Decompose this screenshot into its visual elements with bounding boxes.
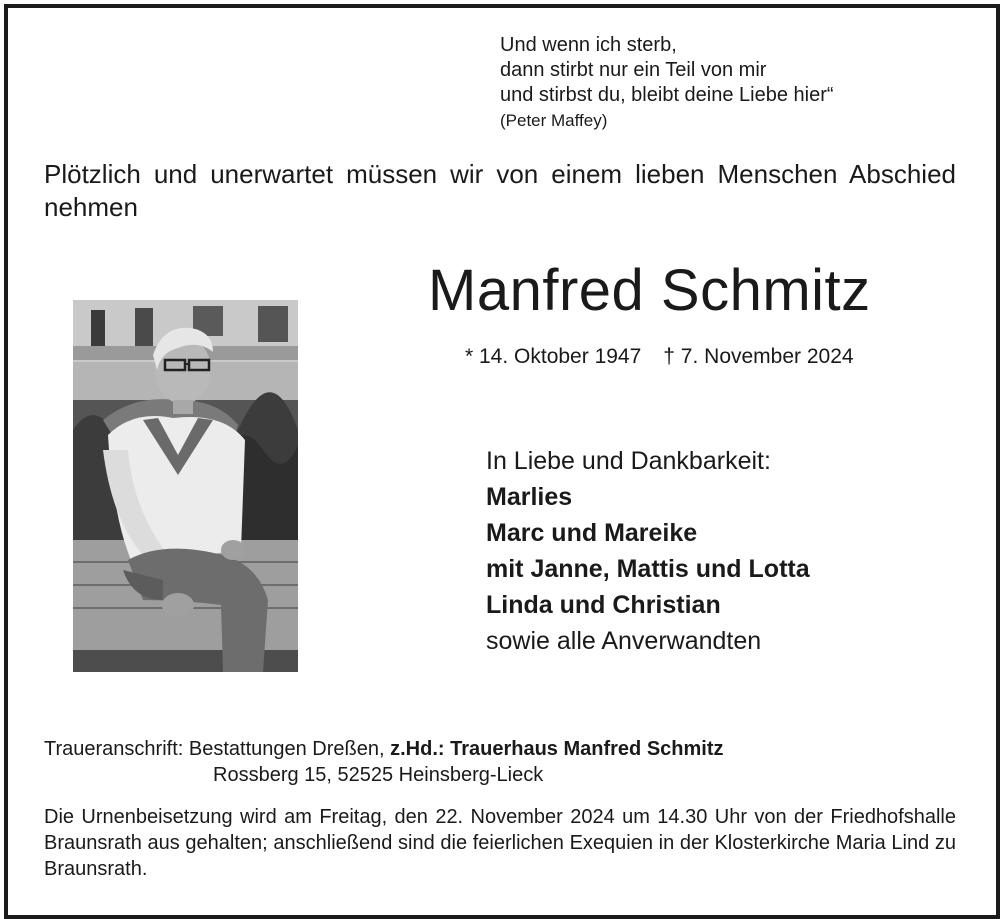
address-attention: z.Hd.: Trauerhaus Manfred Schmitz: [390, 738, 724, 760]
quote-line: und stirbst du, bleibt deine Liebe hier“: [500, 84, 834, 106]
birth-date: * 14. Oktober 1947: [465, 345, 642, 368]
mourners-heading: In Liebe und Dankbarkeit:: [486, 447, 771, 475]
quote-source: (Peter Maffey): [500, 111, 608, 130]
address-label: Traueranschrift:: [44, 738, 184, 760]
mourner-name: mit Janne, Mattis und Lotta: [486, 555, 810, 583]
mourning-address: [44, 736, 724, 788]
mourners-block: [486, 443, 810, 659]
address-line2: Rossberg 15, 52525 Heinsberg-Lieck: [213, 764, 544, 786]
quote-line: Und wenn ich sterb,: [500, 34, 677, 56]
mourner-name: Marc und Mareike: [486, 519, 698, 547]
quote-line: dann stirbt nur ein Teil von mir: [500, 59, 767, 81]
intro-text: Plötzlich und unerwartet müssen wir von einem lieben Menschen Abschied nehmen: [44, 159, 956, 222]
deceased-name: Manfred Schmitz: [428, 258, 871, 323]
portrait-photo: [73, 300, 298, 672]
address-line1: Bestattungen Dreßen,: [188, 738, 391, 760]
mourner-name: Marlies: [486, 483, 573, 511]
life-dates: [465, 345, 854, 369]
mourners-closing: sowie alle Anverwandten: [486, 627, 762, 655]
burial-notice: Die Urnenbeisetzung wird am Freitag, den 22. November 2024 um 14.30 Uhr von der Friedhofshalle Braunsrath aus gehalten; anschließend sind die feierlichen Exequien in der Klosterkirche Maria Lind zu Braunsrath.: [44, 806, 956, 880]
mourner-name: Linda und Christian: [486, 591, 721, 619]
death-date: † 7. November 2024: [663, 345, 854, 368]
quote-block: [500, 33, 834, 133]
